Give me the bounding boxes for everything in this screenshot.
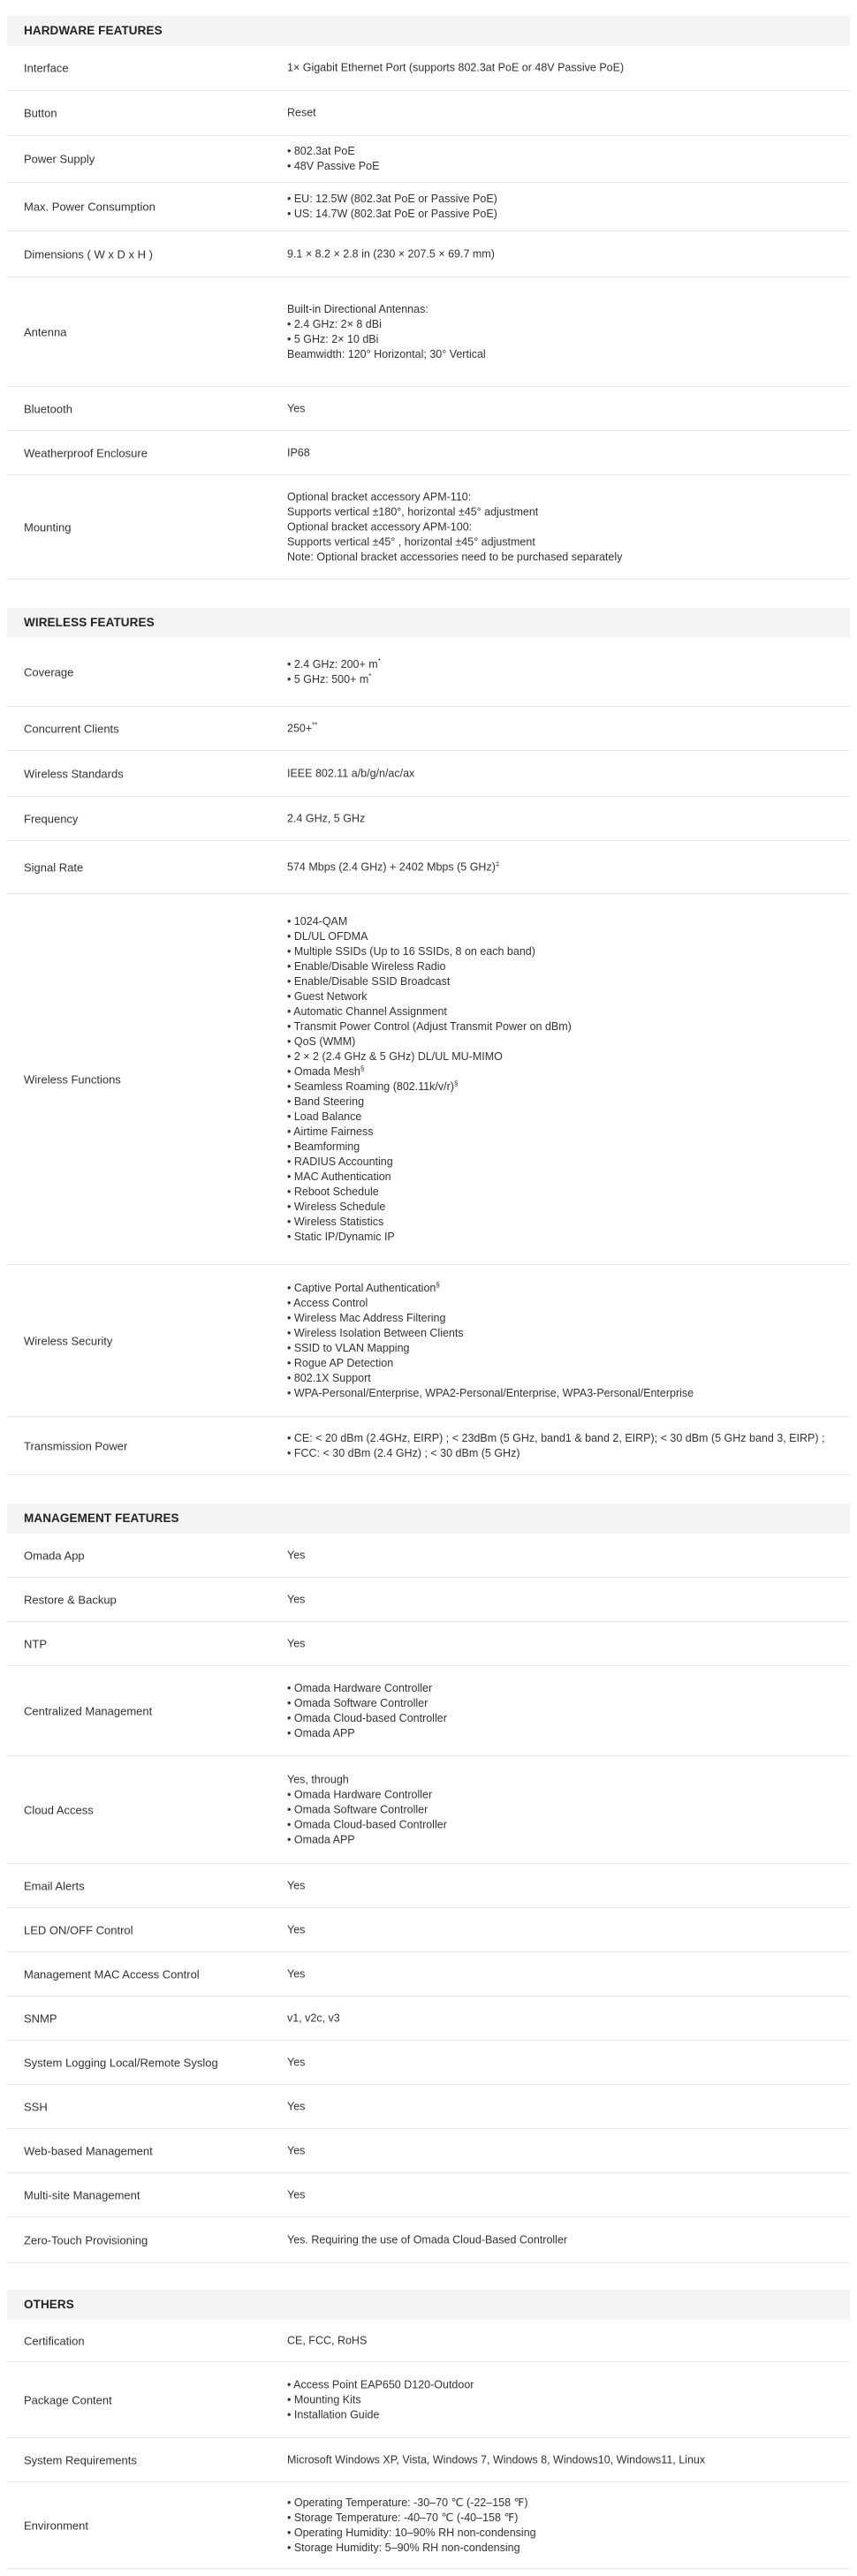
spec-value-text: Optional bracket accessory APM-110: bbox=[287, 490, 472, 503]
spec-value bbox=[287, 192, 841, 222]
spec-value-text: • RADIUS Accounting bbox=[287, 1155, 393, 1168]
spec-label: Wireless Security bbox=[24, 1334, 113, 1347]
spec-value-text: Microsoft Windows XP, Vista, Windows 7, Windows 8, Windows10, Windows11, Linux bbox=[287, 2453, 706, 2466]
spec-label: NTP bbox=[24, 1637, 47, 1650]
spec-value-text: • Seamless Roaming (802.11k/v/r) bbox=[287, 1080, 454, 1093]
spec-value-line bbox=[287, 989, 841, 1004]
spec-value-line bbox=[287, 106, 841, 121]
spec-value-text: • EU: 12.5W (802.3at PoE or Passive PoE) bbox=[287, 193, 497, 205]
section-header-hardware-features bbox=[7, 16, 850, 46]
section-title: HARDWARE FEATURES bbox=[24, 24, 163, 37]
spec-value-text: • MAC Authentication bbox=[287, 1170, 391, 1183]
spec-row-mounting bbox=[7, 475, 850, 580]
spec-value-text: • Rogue AP Detection bbox=[287, 1356, 394, 1369]
spec-row-wireless-standards bbox=[7, 751, 850, 797]
spec-row-email-alerts bbox=[7, 1864, 850, 1908]
spec-value-text: • CE: < 20 dBm (2.4GHz, EIRP) ; < 23dBm (5 GHz, band1 & band 2, EIRP); < 30 dBm (5 GHz band 3, EIRP) ; bbox=[287, 1431, 825, 1444]
spec-value-text: • 2.4 GHz: 200+ m bbox=[287, 657, 378, 671]
spec-value bbox=[287, 2011, 841, 2026]
spec-value-line bbox=[287, 672, 841, 687]
spec-value-line bbox=[287, 1064, 841, 1080]
spec-label: LED ON/OFF Control bbox=[24, 1923, 133, 1936]
spec-value-line bbox=[287, 489, 841, 504]
spec-row-concurrent-clients bbox=[7, 707, 850, 751]
spec-value-text: Yes bbox=[287, 1923, 306, 1936]
spec-label: Email Alerts bbox=[24, 1879, 85, 1892]
spec-value-line bbox=[287, 1311, 841, 1326]
spec-label: Frequency bbox=[24, 812, 79, 825]
spec-value-line bbox=[287, 1726, 841, 1741]
spec-value-line bbox=[287, 1386, 841, 1401]
spec-value bbox=[287, 1772, 841, 1847]
spec-label: System Requirements bbox=[24, 2453, 137, 2466]
spec-value-line bbox=[287, 2232, 841, 2247]
spec-value-text: Yes, through bbox=[287, 1773, 349, 1785]
spec-value-line bbox=[287, 944, 841, 959]
spec-row-frequency bbox=[7, 797, 850, 841]
spec-value-text: • Mounting Kits bbox=[287, 2393, 361, 2406]
spec-label: Restore & Backup bbox=[24, 1593, 117, 1606]
spec-value bbox=[287, 1966, 841, 1981]
footnote-mark: § bbox=[360, 1064, 365, 1072]
spec-row-package-content bbox=[7, 2362, 850, 2438]
spec-value-text: Supports vertical ±180°, horizontal ±45° adjustment bbox=[287, 505, 539, 518]
spec-value-text: Yes bbox=[287, 1637, 306, 1649]
spec-row-interface bbox=[7, 46, 850, 91]
spec-value-line bbox=[287, 860, 841, 875]
spec-value-line bbox=[287, 2143, 841, 2158]
spec-value bbox=[287, 61, 841, 76]
section-title: MANAGEMENT FEATURES bbox=[24, 1512, 179, 1525]
spec-value-line bbox=[287, 534, 841, 549]
spec-value-text: • 5 GHz: 500+ m bbox=[287, 672, 369, 686]
spec-value-line bbox=[287, 445, 841, 460]
spec-value-line bbox=[287, 192, 841, 207]
spec-value-line bbox=[287, 1446, 841, 1461]
spec-row-button bbox=[7, 91, 850, 136]
spec-value-line bbox=[287, 1185, 841, 1200]
spec-value-line bbox=[287, 914, 841, 929]
spec-value-line bbox=[287, 1817, 841, 1832]
spec-value-text: • Airtime Fairness bbox=[287, 1125, 374, 1138]
spec-label: Management MAC Access Control bbox=[24, 1967, 200, 1981]
spec-value-line bbox=[287, 2392, 841, 2407]
spec-label: Zero-Touch Provisioning bbox=[24, 2233, 148, 2246]
spec-value-line bbox=[287, 1049, 841, 1064]
spec-row-wireless-security bbox=[7, 1265, 850, 1417]
spec-label: Mounting bbox=[24, 520, 72, 534]
spec-value-text: • Storage Humidity: 5–90% RH non-condensing bbox=[287, 2541, 520, 2554]
spec-value bbox=[287, 2055, 841, 2070]
spec-label: Package Content bbox=[24, 2393, 112, 2406]
spec-value-text: Yes bbox=[287, 2100, 306, 2112]
spec-row-cloud-access bbox=[7, 1756, 850, 1864]
spec-value-text: Yes bbox=[287, 1593, 306, 1605]
spec-value-text: • WPA-Personal/Enterprise, WPA2-Personal/Enterprise, WPA3-Personal/Enterprise bbox=[287, 1386, 694, 1399]
spec-value-line bbox=[287, 332, 841, 347]
spec-value-line bbox=[287, 929, 841, 944]
spec-value-line bbox=[287, 657, 841, 672]
spec-value bbox=[287, 860, 841, 875]
spec-value-line bbox=[287, 959, 841, 974]
spec-value-line bbox=[287, 2333, 841, 2348]
spec-value-line bbox=[287, 1711, 841, 1726]
spec-value-line bbox=[287, 2541, 841, 2556]
spec-value-text: • 48V Passive PoE bbox=[287, 160, 380, 172]
section-title: WIRELESS FEATURES bbox=[24, 616, 155, 629]
spec-value-text: Yes bbox=[287, 1967, 306, 1980]
spec-label: Cloud Access bbox=[24, 1803, 94, 1816]
spec-value-text: • Load Balance bbox=[287, 1110, 362, 1123]
spec-value-text: • Band Steering bbox=[287, 1095, 365, 1108]
spec-value-line bbox=[287, 974, 841, 989]
spec-value-text: • QoS (WMM) bbox=[287, 1034, 356, 1048]
spec-label: Omada App bbox=[24, 1549, 85, 1562]
spec-value-text: • Static IP/Dynamic IP bbox=[287, 1230, 395, 1243]
spec-value-text: Yes bbox=[287, 2188, 306, 2201]
spec-value-text: • Access Control bbox=[287, 1296, 368, 1309]
spec-value bbox=[287, 1636, 841, 1651]
spec-value-line bbox=[287, 1787, 841, 1802]
spec-row-wireless-functions bbox=[7, 894, 850, 1265]
spec-value-line bbox=[287, 766, 841, 781]
spec-row-bluetooth bbox=[7, 387, 850, 431]
spec-value-line bbox=[287, 1356, 841, 1371]
spec-value bbox=[287, 489, 841, 564]
spec-value-line bbox=[287, 2526, 841, 2541]
spec-value-line bbox=[287, 1922, 841, 1937]
spec-row-system-requirements bbox=[7, 2438, 850, 2482]
spec-value-line bbox=[287, 1832, 841, 1847]
spec-value-line bbox=[287, 1296, 841, 1311]
spec-value-text: • FCC: < 30 dBm (2.4 GHz) ; < 30 dBm (5 GHz) bbox=[287, 1446, 520, 1459]
section-header-wireless-features bbox=[7, 608, 850, 638]
spec-label: Weatherproof Enclosure bbox=[24, 446, 148, 459]
spec-row-antenna bbox=[7, 277, 850, 387]
spec-value-line bbox=[287, 1155, 841, 1170]
spec-value-text: • 1024-QAM bbox=[287, 914, 348, 928]
section-header-management-features bbox=[7, 1504, 850, 1534]
spec-value bbox=[287, 914, 841, 1245]
spec-row-weatherproof-enclosure bbox=[7, 431, 850, 475]
spec-value-text: 2.4 GHz, 5 GHz bbox=[287, 812, 366, 824]
section-header-others bbox=[7, 2290, 850, 2320]
spec-value bbox=[287, 2333, 841, 2348]
spec-row-centralized-management bbox=[7, 1666, 850, 1756]
spec-value-line bbox=[287, 2099, 841, 2114]
spec-value-text: • DL/UL OFDMA bbox=[287, 929, 368, 943]
spec-value bbox=[287, 2377, 841, 2422]
spec-value-text: Built-in Directional Antennas: bbox=[287, 302, 428, 315]
spec-label: Power Supply bbox=[24, 152, 95, 166]
spec-value-text: • Omada Mesh bbox=[287, 1064, 360, 1078]
spec-value-text: • 2.4 GHz: 2× 8 dBi bbox=[287, 317, 382, 330]
spec-value-text: • Wireless Statistics bbox=[287, 1215, 384, 1228]
spec-value-line bbox=[287, 1802, 841, 1817]
spec-label: SSH bbox=[24, 2100, 48, 2113]
spec-label: Multi-site Management bbox=[24, 2188, 140, 2201]
spec-row-system-logging-local-remote-syslog bbox=[7, 2041, 850, 2085]
spec-row-ntp bbox=[7, 1622, 850, 1666]
spec-value-line bbox=[287, 1371, 841, 1386]
spec-value-text: 1× Gigabit Ethernet Port (supports 802.3at PoE or 48V Passive PoE) bbox=[287, 61, 625, 74]
spec-label: Centralized Management bbox=[24, 1704, 153, 1717]
spec-value-text: 250+ bbox=[287, 722, 313, 734]
spec-row-zero-touch-provisioning bbox=[7, 2217, 850, 2263]
spec-row-transmission-power bbox=[7, 1417, 850, 1475]
spec-value-line bbox=[287, 1170, 841, 1185]
footnote-mark: § bbox=[453, 1079, 459, 1087]
spec-value bbox=[287, 302, 841, 362]
spec-value-line bbox=[287, 159, 841, 174]
spec-label: Signal Rate bbox=[24, 860, 84, 874]
spec-value-line bbox=[287, 1772, 841, 1787]
spec-value-line bbox=[287, 1681, 841, 1696]
spec-value-text: • Reboot Schedule bbox=[287, 1185, 379, 1198]
spec-value-line bbox=[287, 1034, 841, 1049]
spec-value-text: Yes bbox=[287, 2144, 306, 2156]
spec-value-text: • Installation Guide bbox=[287, 2408, 380, 2421]
spec-value bbox=[287, 2099, 841, 2114]
spec-value-line bbox=[287, 2496, 841, 2511]
spec-value bbox=[287, 2452, 841, 2467]
spec-value-text: 574 Mbps (2.4 GHz) + 2402 Mbps (5 GHz) bbox=[287, 860, 496, 873]
footnote-mark: * bbox=[368, 671, 372, 680]
spec-row-coverage bbox=[7, 638, 850, 707]
spec-row-max-power-consumption bbox=[7, 183, 850, 231]
spec-value-text: • US: 14.7W (802.3at PoE or Passive PoE) bbox=[287, 208, 497, 220]
spec-label: Wireless Standards bbox=[24, 767, 124, 780]
spec-value-text: Reset bbox=[287, 106, 316, 119]
spec-label: Max. Power Consumption bbox=[24, 200, 155, 214]
spec-value-line bbox=[287, 504, 841, 519]
footnote-mark: ** bbox=[312, 720, 318, 729]
spec-value-text: • Transmit Power Control (Adjust Transmit Power on dBm) bbox=[287, 1019, 572, 1033]
spec-value-line bbox=[287, 721, 841, 736]
spec-label: Web-based Management bbox=[24, 2144, 153, 2157]
spec-row-certification bbox=[7, 2320, 850, 2362]
spec-value-text: Beamwidth: 120° Horizontal; 30° Vertical bbox=[287, 347, 486, 360]
spec-label: Environment bbox=[24, 2519, 88, 2532]
spec-value bbox=[287, 2232, 841, 2247]
spec-value-line bbox=[287, 519, 841, 534]
spec-value-line bbox=[287, 2407, 841, 2422]
spec-value-text: v1, v2c, v3 bbox=[287, 2012, 340, 2024]
spec-value-line bbox=[287, 1431, 841, 1446]
spec-value-line bbox=[287, 2511, 841, 2526]
spec-value-text: • Omada Software Controller bbox=[287, 1696, 428, 1709]
spec-label: Certification bbox=[24, 2334, 85, 2347]
spec-row-dimensions-w-x-d-x-h bbox=[7, 231, 850, 277]
spec-value-text: • Enable/Disable Wireless Radio bbox=[287, 959, 446, 973]
spec-value-text: • 802.1X Support bbox=[287, 1371, 371, 1384]
spec-value-line bbox=[287, 1281, 841, 1296]
spec-value-line bbox=[287, 1636, 841, 1651]
spec-value bbox=[287, 401, 841, 416]
spec-value-line bbox=[287, 1326, 841, 1341]
spec-value-line bbox=[287, 1125, 841, 1140]
spec-value-line bbox=[287, 1110, 841, 1125]
spec-value-line bbox=[287, 1230, 841, 1245]
spec-value-text: • Enable/Disable SSID Broadcast bbox=[287, 974, 451, 988]
spec-value-text: • Omada Cloud-based Controller bbox=[287, 1711, 447, 1724]
spec-value-text: • 2 × 2 (2.4 GHz & 5 GHz) DL/UL MU-MIMO bbox=[287, 1049, 503, 1063]
spec-value bbox=[287, 2143, 841, 2158]
spec-value-text: • Beamforming bbox=[287, 1140, 360, 1153]
spec-value-line bbox=[287, 1696, 841, 1711]
spec-value-text: • Wireless Isolation Between Clients bbox=[287, 1326, 464, 1339]
spec-value bbox=[287, 1431, 841, 1461]
spec-value-text: • Omada APP bbox=[287, 1726, 355, 1739]
spec-row-signal-rate bbox=[7, 841, 850, 894]
spec-label: Coverage bbox=[24, 665, 74, 678]
spec-value-line bbox=[287, 549, 841, 564]
spec-label: Antenna bbox=[24, 325, 67, 338]
spec-value bbox=[287, 1592, 841, 1607]
spec-row-led-on-off-control bbox=[7, 1908, 850, 1952]
spec-value-line bbox=[287, 1004, 841, 1019]
spec-value-text: • Multiple SSIDs (Up to 16 SSIDs, 8 on each band) bbox=[287, 944, 535, 958]
spec-value-line bbox=[287, 2011, 841, 2026]
spec-value-line bbox=[287, 1592, 841, 1607]
spec-value-text: IP68 bbox=[287, 446, 310, 458]
spec-value bbox=[287, 1878, 841, 1893]
spec-value-text: IEEE 802.11 a/b/g/n/ac/ax bbox=[287, 767, 415, 779]
spec-value bbox=[287, 144, 841, 174]
spec-value-text: • Storage Temperature: -40–70 ℃ (-40–158 ℉) bbox=[287, 2511, 519, 2524]
spec-value-text: Yes. Requiring the use of Omada Cloud-Based Controller bbox=[287, 2233, 568, 2246]
spec-label: Concurrent Clients bbox=[24, 722, 119, 735]
spec-value-line bbox=[287, 144, 841, 159]
spec-value bbox=[287, 445, 841, 460]
spec-value-line bbox=[287, 246, 841, 261]
footnote-mark: * bbox=[377, 656, 381, 665]
spec-value-text: • Omada Hardware Controller bbox=[287, 1681, 433, 1694]
spec-value-line bbox=[287, 317, 841, 332]
spec-value bbox=[287, 721, 841, 736]
spec-value bbox=[287, 657, 841, 687]
section-title: OTHERS bbox=[24, 2298, 74, 2311]
spec-row-omada-app bbox=[7, 1534, 850, 1578]
spec-value bbox=[287, 1681, 841, 1741]
spec-value-text: • Operating Temperature: -30–70 ℃ (-22–158 ℉) bbox=[287, 2496, 528, 2509]
spec-value-text: Yes bbox=[287, 1879, 306, 1891]
spec-row-environment bbox=[7, 2482, 850, 2569]
spec-value-text: 9.1 × 8.2 × 2.8 in (230 × 207.5 × 69.7 mm) bbox=[287, 247, 495, 260]
spec-row-ssh bbox=[7, 2085, 850, 2129]
spec-label: Interface bbox=[24, 61, 69, 75]
spec-value-line bbox=[287, 207, 841, 222]
spec-value-text: Yes bbox=[287, 1549, 306, 1561]
spec-value bbox=[287, 2187, 841, 2202]
spec-row-multi-site-management bbox=[7, 2173, 850, 2217]
spec-value-line bbox=[287, 347, 841, 362]
spec-label: System Logging Local/Remote Syslog bbox=[24, 2056, 218, 2069]
spec-value-text: • Operating Humidity: 10–90% RH non-condensing bbox=[287, 2526, 536, 2539]
spec-value-line bbox=[287, 1019, 841, 1034]
footnote-mark: ‡ bbox=[495, 859, 500, 868]
spec-value-text: • Access Point EAP650 D120-Outdoor bbox=[287, 2378, 474, 2390]
spec-value-text: • Omada Cloud-based Controller bbox=[287, 1818, 447, 1830]
spec-value-line bbox=[287, 401, 841, 416]
spec-label: SNMP bbox=[24, 2012, 57, 2025]
spec-value bbox=[287, 766, 841, 781]
spec-value-line bbox=[287, 1140, 841, 1155]
spec-value-text: • Omada APP bbox=[287, 1833, 355, 1845]
spec-label: Button bbox=[24, 106, 57, 120]
spec-value-line bbox=[287, 811, 841, 826]
spec-value-line bbox=[287, 61, 841, 76]
spec-value-text: • 5 GHz: 2× 10 dBi bbox=[287, 332, 379, 345]
spec-value-text: • SSID to VLAN Mapping bbox=[287, 1341, 410, 1354]
spec-row-web-based-management bbox=[7, 2129, 850, 2173]
spec-value-line bbox=[287, 1080, 841, 1095]
spec-row-power-supply bbox=[7, 136, 850, 183]
spec-value-line bbox=[287, 1215, 841, 1230]
spec-value-line bbox=[287, 1200, 841, 1215]
spec-value bbox=[287, 2496, 841, 2556]
spec-value-line bbox=[287, 1341, 841, 1356]
spec-value-line bbox=[287, 1966, 841, 1981]
footnote-mark: § bbox=[436, 1280, 440, 1289]
spec-value-text: Optional bracket accessory APM-100: bbox=[287, 520, 473, 533]
spec-label: Dimensions ( W x D x H ) bbox=[24, 247, 153, 261]
spec-value bbox=[287, 246, 841, 261]
spec-value-text: • 802.3at PoE bbox=[287, 145, 355, 157]
spec-value-text: • Captive Portal Authentication bbox=[287, 1281, 436, 1294]
spec-value-line bbox=[287, 2055, 841, 2070]
spec-label: Wireless Functions bbox=[24, 1072, 121, 1086]
spec-value-text: Yes bbox=[287, 2056, 306, 2068]
spec-value-text: • Omada Hardware Controller bbox=[287, 1788, 433, 1800]
spec-value-line bbox=[287, 1548, 841, 1563]
spec-value-text: CE, FCC, RoHS bbox=[287, 2334, 368, 2346]
spec-label: Transmission Power bbox=[24, 1439, 128, 1452]
spec-row-snmp bbox=[7, 1996, 850, 2041]
spec-value-line bbox=[287, 302, 841, 317]
spec-value bbox=[287, 1281, 841, 1401]
spec-value-text: Supports vertical ±45° , horizontal ±45° adjustment bbox=[287, 535, 535, 548]
spec-label: Bluetooth bbox=[24, 402, 72, 415]
spec-value-text: • Guest Network bbox=[287, 989, 368, 1003]
spec-value-text: • Omada Software Controller bbox=[287, 1803, 428, 1815]
spec-value bbox=[287, 1922, 841, 1937]
spec-value-text: Note: Optional bracket accessories need to be purchased separately bbox=[287, 550, 623, 563]
spec-row-restore-backup bbox=[7, 1578, 850, 1622]
spec-value-line bbox=[287, 1095, 841, 1110]
spec-value-line bbox=[287, 2452, 841, 2467]
spec-value-text: • Automatic Channel Assignment bbox=[287, 1004, 447, 1018]
spec-value bbox=[287, 106, 841, 121]
spec-value-text: Yes bbox=[287, 402, 306, 414]
spec-value-text: • Wireless Schedule bbox=[287, 1200, 386, 1213]
spec-value-line bbox=[287, 1878, 841, 1893]
spec-value bbox=[287, 811, 841, 826]
spec-value-line bbox=[287, 2187, 841, 2202]
spec-value-text: • Wireless Mac Address Filtering bbox=[287, 1311, 446, 1324]
spec-value-line bbox=[287, 2377, 841, 2392]
spec-value bbox=[287, 1548, 841, 1563]
spec-row-management-mac-access-control bbox=[7, 1952, 850, 1996]
